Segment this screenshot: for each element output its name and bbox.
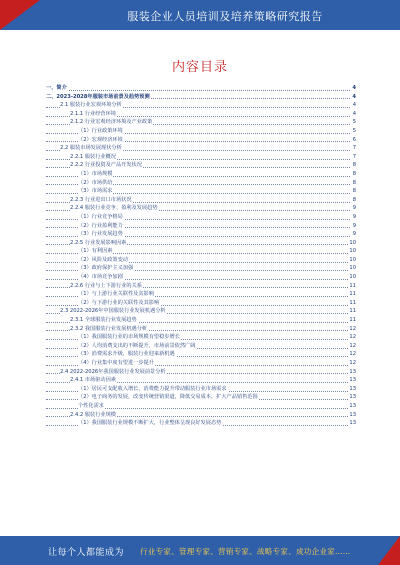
toc-entry-page: 10	[349, 239, 356, 246]
toc-entry[interactable]	[46, 290, 356, 299]
toc-entry-page: 5	[352, 119, 356, 126]
toc-title: 内容目录	[171, 60, 228, 75]
toc-entry-page: 9	[352, 205, 356, 212]
footer-slogan: 让每个人都能成为	[48, 548, 125, 558]
toc-entry-title: （2）与下游行业的关联性及其影响	[78, 299, 160, 306]
toc-entry[interactable]	[46, 419, 356, 428]
toc-entry-page: 11	[349, 282, 356, 289]
toc-entry[interactable]	[46, 307, 356, 316]
toc-entry[interactable]	[46, 350, 356, 359]
footer-tagline: 行业专家、管理专家、营销专家、战略专家、成功企业家……	[140, 547, 351, 556]
toc-entry-title: 2.3 2022-2026年中国服装行业发展机遇分析	[60, 308, 166, 315]
toc-entry[interactable]	[46, 127, 356, 136]
toc-entry-title: 2.2.5 行业发展影响因素	[70, 239, 127, 246]
toc-entry[interactable]	[46, 385, 356, 394]
toc-entry[interactable]	[46, 84, 356, 93]
toc-entry-title: （2）宏观经济环境	[78, 136, 123, 143]
toc-entry-title: （4）行业集中度有望进一步提升	[78, 360, 154, 366]
toc-entry-page: 4	[352, 85, 356, 91]
toc-entry-page: 4	[352, 102, 356, 109]
toc-entry-page: 12	[349, 342, 356, 349]
page-footer	[0, 536, 400, 565]
toc-entry[interactable]	[46, 101, 356, 110]
toc-entry[interactable]	[46, 247, 356, 256]
toc-entry-page: 6	[352, 136, 356, 143]
toc-entry[interactable]	[46, 393, 356, 402]
toc-entry-page: 10	[349, 265, 356, 272]
footer-red-accent	[378, 536, 400, 565]
toc-entry[interactable]	[46, 179, 356, 188]
toc-entry-title: 2.1.2 行业宏观经济环境及产业政策	[70, 119, 153, 126]
toc-entry-page: 13	[349, 411, 356, 418]
toc-entry-page: 11	[349, 308, 356, 315]
toc-entry-title: （3）市场需求	[78, 188, 113, 195]
toc-entry-title: （3）政府保护主义加强	[78, 265, 134, 272]
page-header	[0, 0, 400, 30]
toc-entry-title: （3）行业发展趋势	[78, 231, 123, 238]
toc-entry-page: 10	[349, 248, 356, 255]
toc-entry[interactable]	[46, 136, 356, 145]
toc-entry-title: （2）风险及政策变动	[78, 256, 128, 263]
toc-entry[interactable]	[46, 273, 356, 282]
toc-entry-title: （4）市场竞争加剧	[78, 274, 123, 281]
toc-entry[interactable]	[46, 213, 356, 222]
toc-entry-title: 2.3.1 全球服装行业发展趋势	[70, 317, 137, 324]
header-red-accent	[0, 0, 40, 30]
toc-entry-title: 二、2023-2028年服装市场前景及趋势预测	[46, 93, 150, 100]
toc-entry-title: 2.2.3 行业进出口市场状况	[70, 196, 132, 203]
toc-entry-page: 5	[352, 127, 356, 134]
toc-entry[interactable]	[46, 170, 356, 179]
toc-entry-title: （1）我国服装行业的市场规模有望稳步增长	[78, 334, 180, 341]
toc-entry-title: 2.3.2 我国服装行业发展机遇分析	[70, 325, 148, 332]
toc-entry[interactable]	[46, 256, 356, 265]
toc-entry-page: 13	[349, 402, 356, 409]
report-title: 服装企业人员培训及培养策略研究报告	[127, 10, 323, 23]
toc-entry-title: （3）消费需求升级，服装行业迎来新机遇	[78, 351, 175, 358]
toc-entry-title: （1）市场规模	[78, 170, 113, 177]
toc-entry-page: 8	[352, 179, 356, 186]
toc-entry[interactable]	[46, 402, 356, 411]
toc-entry-page: 12	[349, 351, 356, 358]
toc-entry-title: 2.2.1 服装行业概况	[70, 153, 116, 160]
toc-entry-page: 7	[352, 153, 356, 160]
toc-entry-title: 2.2.6 行业与上下游行业的关系	[70, 282, 142, 289]
toc-entry[interactable]	[46, 282, 356, 291]
toc-entry-title: 2.4 2022-2026年我国服装行业发展前景分析	[60, 368, 166, 375]
toc-entry[interactable]	[46, 230, 356, 239]
toc-entry[interactable]	[46, 239, 356, 248]
toc-entry-title: （1）行业竞争格局	[78, 213, 123, 220]
toc-entry-page: 12	[349, 334, 356, 341]
toc-entry[interactable]	[46, 161, 356, 170]
toc-entry-page: 12	[349, 325, 356, 332]
toc-entry-page: 7	[352, 145, 356, 152]
toc-entry-page: 13	[349, 385, 356, 392]
toc-entry-title: 2.1 服装行业宏观环境分析	[60, 102, 122, 109]
toc-entry-title: （1）居民可支配收入增长，消费能力提升带动服装行业市场需求	[78, 385, 227, 392]
toc-entry-page: 9	[352, 213, 356, 220]
toc-entry-page: 9	[352, 231, 356, 238]
toc-entry[interactable]	[46, 153, 356, 162]
toc-entry-page: 13	[349, 394, 356, 401]
toc-entry-title: （1）我国服装行业规模不断扩大，行业整体呈现良好发展态势	[78, 420, 222, 427]
toc-entry[interactable]	[46, 93, 356, 102]
toc-entry-title: （2）电子商务的发展，改变传统营销渠道，降低交易成本，扩大产品销售范围	[78, 394, 258, 401]
toc-entry[interactable]	[46, 316, 356, 325]
toc-entry-title: （2）人均消费支出的不断提升，市场前景依然广阔	[78, 342, 196, 349]
toc-entry-page: 11	[349, 299, 356, 306]
toc-entry[interactable]	[46, 359, 356, 368]
toc-entry-title: （1）行业政策环境	[78, 127, 123, 134]
toc-entry-page: 8	[352, 162, 356, 169]
toc-entry-title: 2.2.4 服装行业竞争、盈利及发展趋势	[70, 205, 158, 212]
toc-entry-title: （1）与上游行业关联性及其影响	[78, 291, 154, 298]
toc-entry[interactable]	[46, 333, 356, 342]
toc-entry-page: 9	[352, 222, 356, 229]
toc-entry-title: 2.4.2 服装行业规模	[70, 411, 116, 418]
toc-entry[interactable]	[46, 368, 356, 377]
toc-entry[interactable]	[46, 204, 356, 213]
toc-entry-title: （2）行业盈利能力	[78, 222, 123, 229]
toc-entry-page: 13	[349, 368, 356, 375]
toc-entry[interactable]	[46, 299, 356, 308]
toc-entry-title: （2）市场供给	[78, 179, 113, 186]
toc-entry-title: 个性化需求	[78, 402, 104, 409]
toc-entry[interactable]	[46, 325, 356, 334]
toc-leader-dots	[46, 90, 350, 91]
toc-entry-title: 2.1.1 行业经营环境	[70, 110, 116, 117]
toc-entry-page: 8	[352, 188, 356, 195]
toc-entry[interactable]	[46, 342, 356, 351]
toc-entry[interactable]	[46, 376, 356, 385]
toc-entry-page: 11	[349, 291, 356, 298]
table-of-contents	[46, 84, 356, 428]
toc-entry-page: 13	[349, 420, 356, 427]
toc-entry-page: 8	[352, 170, 356, 177]
toc-entry-title: （1）有利因素	[78, 248, 113, 255]
toc-entry-page: 4	[352, 93, 356, 100]
toc-entry[interactable]	[46, 144, 356, 153]
toc-entry[interactable]	[46, 222, 356, 231]
toc-entry-title: 2.2.2 行业投资及产品开发状况	[70, 162, 142, 169]
toc-entry-page: 12	[349, 360, 356, 366]
toc-entry-page: 4	[352, 110, 356, 117]
toc-entry-title: 2.2 服装市场发展现状分析	[60, 145, 122, 152]
toc-entry[interactable]	[46, 118, 356, 127]
toc-entry[interactable]	[46, 110, 356, 119]
toc-entry[interactable]	[46, 264, 356, 273]
toc-entry[interactable]	[46, 187, 356, 196]
toc-entry-title: 2.4.1 市场驱动因素	[70, 377, 116, 384]
toc-entry-page: 10	[349, 274, 356, 281]
toc-entry-page: 13	[349, 377, 356, 384]
toc-entry[interactable]	[46, 196, 356, 205]
toc-entry[interactable]	[46, 411, 356, 420]
toc-entry-page: 11	[349, 317, 356, 324]
toc-entry-page: 8	[352, 196, 356, 203]
toc-entry-title: 一、简介	[46, 85, 67, 91]
toc-entry-page: 10	[349, 256, 356, 263]
